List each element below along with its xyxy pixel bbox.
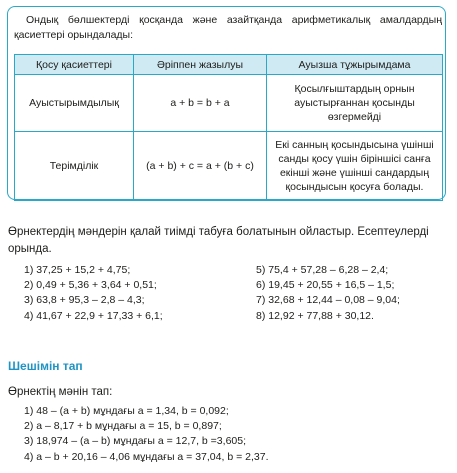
exercise-item: 5) 75,4 + 57,28 – 6,28 – 2,4;: [256, 264, 389, 276]
rule-intro: Ондық бөлшектерді қосқанда және азайтқанда арифметикалық амалдардың қасиеттері орындалады:: [14, 14, 442, 41]
header-properties: Қосу қасиеттері: [15, 55, 134, 75]
property-name: Ауыстырымдылық: [15, 75, 134, 132]
exercise-item: 7) 32,68 + 12,44 – 0,08 – 9,04;: [256, 294, 400, 307]
table-row: [15, 132, 443, 201]
property-statement: Қосылғыштардың орнын ауыстырғаннан қосынды өзгермейді: [267, 75, 443, 132]
task-instruction: Өрнектердің мәндерін қалай тиімді табуға болатынын ойластыр. Есептеулерді орында.: [8, 226, 429, 255]
exercise-item: 8) 12,92 + 77,88 + 30,12.: [256, 309, 374, 322]
property-name: Терімділік: [15, 132, 134, 201]
solve-item: 4) a – b + 20,16 – 4,06 мұндағы a = 37,04, b = 2,37.: [24, 450, 269, 463]
section-title: Шешімін тап: [8, 359, 83, 373]
solve-item: 3) 18,974 – (a – b) мұндағы a = 12,7, b =3,605;: [24, 435, 247, 448]
exercise-item: 4) 41,67 + 22,9 + 17,33 + 6,1;: [24, 309, 163, 322]
table-row: [15, 75, 443, 132]
exercise-item: 2) 0,49 + 5,36 + 3,64 + 0,51;: [24, 279, 157, 292]
exercise-item: 6) 19,45 + 20,55 + 16,5 – 1,5;: [256, 279, 395, 292]
solve-item: 2) a – 8,17 + b мұндағы a = 15, b = 0,897;: [24, 420, 222, 433]
solve-prompt: Өрнектің мәнін тап:: [8, 386, 113, 398]
table-header-row: [15, 55, 443, 75]
property-formula: a + b = b + a: [134, 75, 267, 132]
solve-item: 1) 48 – (a + b) мұндағы a = 1,34, b = 0,092;: [24, 405, 229, 417]
property-formula: (a + b) + c = a + (b + c): [134, 132, 267, 201]
exercise-item: 3) 63,8 + 95,3 – 2,8 – 4,3;: [24, 294, 145, 307]
header-notation: Әріппен жазылуы: [134, 55, 267, 75]
exercise-column-right: [256, 263, 457, 324]
properties-table: [14, 54, 443, 201]
solve-list: [24, 404, 268, 465]
exercise-column-left: [24, 263, 234, 324]
property-statement: Екі санның қосындысына үшінші санды қосу үшін біріншісі санға екінші және үшінші сандардың қосындысын қосуға болады.: [267, 132, 443, 201]
exercise-item: 1) 37,25 + 15,2 + 4,75;: [24, 264, 131, 276]
header-statement: Ауызша тұжырымдама: [267, 55, 443, 75]
